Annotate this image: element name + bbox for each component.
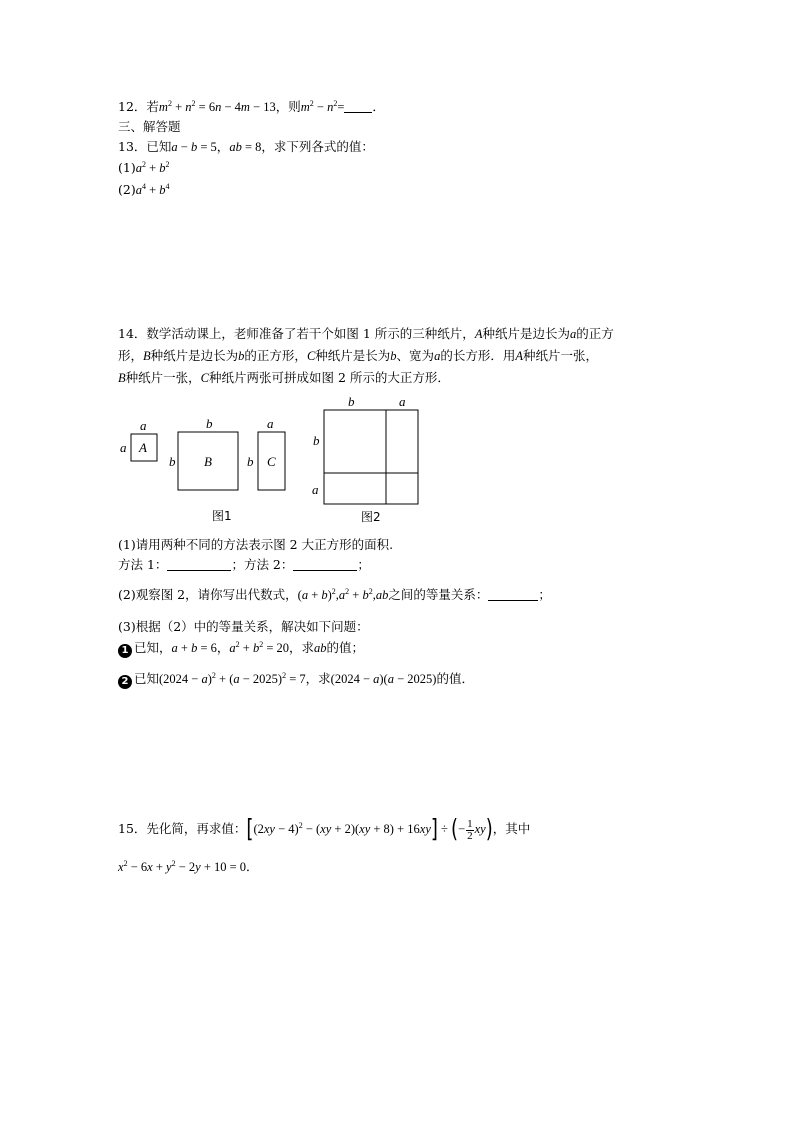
big-square bbox=[324, 410, 418, 504]
fig-label-a: a bbox=[267, 416, 274, 431]
question-13: 13．已知a − b = 5，ab = 8，求下列各式的值： bbox=[118, 139, 374, 154]
question-15-condition: $x^2 - 6x + y^2 - 2y + 10 = 0$． bbox=[118, 859, 259, 874]
fig-label-b: b bbox=[247, 454, 254, 469]
fig-label-C: C bbox=[267, 454, 276, 469]
question-15: 15．先化简，再求值：$[(2xy - 4)^2 - (xy + 2)(xy + 8) + 16xy]$ ÷ (− $\frac{1}{2}$ xy)，其中 bbox=[118, 814, 531, 844]
fig-label-b: b bbox=[206, 416, 213, 431]
fig-label-b: b bbox=[348, 394, 355, 409]
fig-label-a: a bbox=[312, 482, 319, 497]
figure-1-caption: 图1 bbox=[212, 509, 232, 523]
question-12: 12．若$m^2 + n^2 = 6n - 4m - 13$，则$m^2 - n^2=$ ． bbox=[118, 99, 385, 114]
fig-label-B: B bbox=[204, 454, 212, 469]
figure-2-caption: 图2 bbox=[361, 510, 381, 524]
circled-number-1: 1 bbox=[118, 644, 132, 658]
question-14-part-3-item-1: 1 已知，a + b = 6，$a^2 + b^2 = 20$，求ab的值； bbox=[118, 639, 364, 658]
math-expression: $[(2xy - 4)^2 - (xy + 2)(xy + 8) + 16xy]$ ÷ (− $\frac{1}{2}$ xy) bbox=[246, 814, 493, 844]
method-2-blank[interactable] bbox=[293, 558, 357, 571]
fig-label-A: A bbox=[139, 440, 147, 455]
question-14-part-1: (1)请用两种不同的方法表示图 2 大正方形的面积. bbox=[118, 537, 394, 552]
question-14-line-2: 形，B种纸片是边长为b的正方形，C种纸片是长为b、宽为a的长方形．用A种纸片一张， bbox=[118, 348, 598, 363]
fig-label-b: b bbox=[313, 433, 320, 448]
question-13-part-2: $(2)a^4 + b^4$ bbox=[118, 182, 170, 197]
fig-label-a: a bbox=[399, 394, 406, 409]
circled-number-2: 2 bbox=[118, 675, 132, 689]
question-14-line-3: B种纸片一张，C种纸片两张可拼成如图 2 所示的大正方形． bbox=[118, 370, 450, 385]
question-14-part-3: (3)根据（2）中的等量关系，解决如下问题： bbox=[118, 619, 369, 634]
question-14-part-1-methods: 方法 1： ；方法 2： ； bbox=[118, 557, 370, 572]
method-1-blank[interactable] bbox=[167, 558, 231, 571]
relation-blank[interactable] bbox=[488, 588, 538, 601]
fig-label-b: b bbox=[169, 454, 176, 469]
math-expression: $m^2 + n^2 = 6n - 4m - 13$ bbox=[158, 99, 276, 114]
question-14-part-2: (2)观察图 2，请你写出代数式，$(a + b)^2,a^2 + b^2,ab$之间的等量关系： ； bbox=[118, 587, 551, 602]
question-13-part-1: $(1)a^2 + b^2$ bbox=[118, 160, 170, 175]
question-14-line-1: 14．数学活动课上，老师准备了若干个如图 1 所示的三种纸片，A种纸片是边长为a的正方 bbox=[118, 326, 614, 341]
question-14-part-3-item-2: 2 已知$(2024 - a)^2 + (a - 2025)^2 = 7$，求(2024 − a)(a − 2025)的值． bbox=[118, 670, 474, 689]
fig-label-a: a bbox=[140, 418, 147, 433]
fig-label-a: a bbox=[120, 440, 127, 455]
section-heading: 三、解答题 bbox=[118, 119, 181, 134]
